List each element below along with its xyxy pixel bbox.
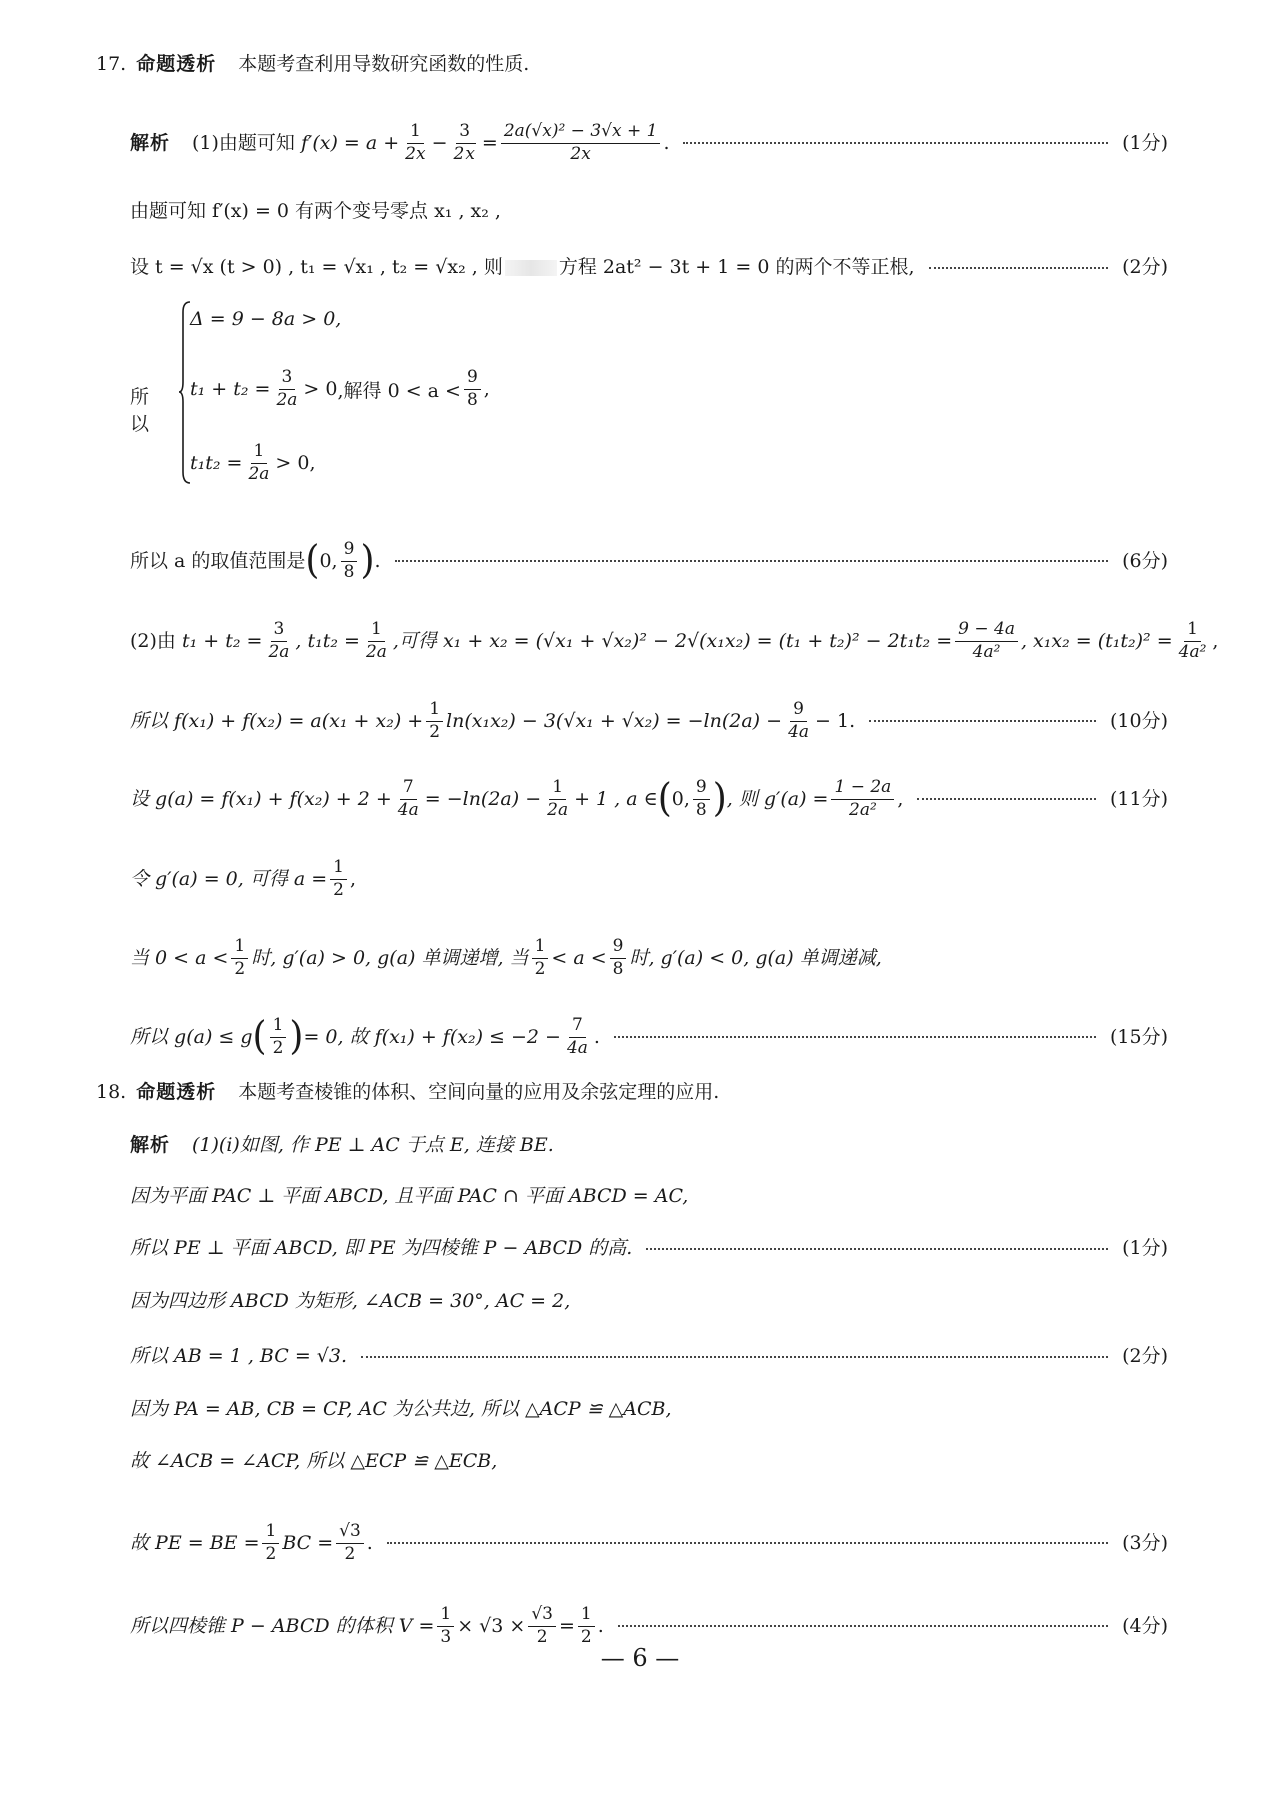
q17-l10-b: 时, g′(a) > 0, g(a) 单调递增, 当 <box>251 946 529 969</box>
q17-l1-formula: f′(x) = a + <box>294 131 400 154</box>
q18-line3 <box>130 1239 1168 1258</box>
q17-line5: 所以 a 的取值范围是 ( 0, $\frac{9}{8}$ ) . (6分) <box>130 537 1168 583</box>
q17-sys2-frac2: $\frac{9}{8}$ <box>464 368 481 410</box>
q18-intro: 本题考查棱锥的体积、空间向量的应用及余弦定理的应用. <box>238 1081 720 1103</box>
q17-analysis-label: 解析 <box>130 131 171 154</box>
q17-l7-prefix: 所以 f(x₁) + f(x₂) = a(x₁ + x₂) + <box>130 709 424 732</box>
q17-line3 <box>130 258 1168 277</box>
q17-line11: 所以 g(a) ≤ g ( $\frac{1}{2}$ ) = 0, 故 f(x₁) + f(x₂) ≤ −2 − $\frac{7}{4a}$ . (15分) <box>130 1013 1168 1059</box>
q17-line8: 设 g(a) = f(x₁) + f(x₂) + 2 + $\frac{7}{4a}$ = −ln(2a) − $\frac{1}{2a}$ + 1 , a ∈ ( 0, $\frac{9}{8}$ ) , 则 g′(a) = $\frac{1 - 2a}{\text{2a²}}$ , (11分) <box>130 775 1168 821</box>
q17-sys2-frac: $\frac{3}{2a}$ <box>276 367 298 410</box>
q17-label: 命题透析 <box>136 53 217 75</box>
q17-l1-frac2: $\frac{3}{2x}$ <box>453 121 475 164</box>
leader-dots <box>646 1248 1108 1250</box>
leader-dots <box>387 1542 1108 1544</box>
leader-dots <box>395 560 1109 562</box>
q17-sys3: t₁t₂ = $\frac{1}{2a}$ > 0, <box>190 441 316 484</box>
q18-line8: 故 PE = BE = $\frac{1}{2}$ BC = $\frac{√3}{2}$ . (3分) <box>130 1521 1168 1564</box>
q17-sys3-frac: $\frac{1}{2a}$ <box>248 441 270 484</box>
q17-l6-mid: ,可得 x₁ + x₂ = (√x₁ + √x₂)² − 2√(x₁x₂) = (t₁ + t₂)² − 2t₁t₂ = <box>392 629 953 652</box>
q18-l3-score: (1分) <box>1122 1237 1168 1259</box>
q18-l2-text: 因为平面 PAC ⊥ 平面 ABCD, 且平面 PAC ∩ 平面 ABCD = AC, <box>130 1185 689 1207</box>
q18-line9: 所以四棱锥 P − ABCD 的体积 V = $\frac{1}{3}$ × √3 × $\frac{√3}{2}$ = $\frac{1}{2}$ . (4分) <box>130 1604 1168 1647</box>
q17-l7-tail: − 1. <box>815 709 856 732</box>
q18-line1 <box>130 1136 1168 1155</box>
q18-l7-text: 故 ∠ACB = ∠ACP, 所以 △ECP ≌ △ECB, <box>130 1450 498 1472</box>
q17-header <box>96 55 1168 74</box>
q17-sys1-text: Δ = 9 − 8a > 0, <box>190 308 342 330</box>
q17-intro: 本题考查利用导数研究函数的性质. <box>238 53 530 75</box>
q17-l3-score: (2分) <box>1122 256 1168 278</box>
q18-line4 <box>130 1292 1168 1311</box>
q17-line6: (2)由 t₁ + t₂ = $\frac{3}{2a}$ , t₁t₂ = $\frac{1}{2a}$ ,可得 x₁ + x₂ = (√x₁ + √x₂)² − 2√(x₁x₂) = (t₁ + t₂)² − 2t₁t₂ = $\frac{9 - 4a}{\text{4a²}}$ , x₁x₂ = (t₁t₂)² = $\frac{1}{\text{4a²}}$ , <box>130 619 1219 662</box>
page-number: — 6 — <box>600 1644 680 1672</box>
leader-dots <box>869 720 1096 722</box>
q18-l8-score: (3分) <box>1122 1531 1168 1554</box>
q17-l9-prefix: 令 g′(a) = 0, 可得 a = <box>130 867 328 890</box>
q18-l9-prefix: 所以四棱锥 P − ABCD 的体积 V = <box>130 1614 435 1637</box>
q17-l5-prefix: 所以 a 的取值范围是 <box>130 549 306 572</box>
q18-header <box>96 1083 1168 1102</box>
q17-l7-mid: ln(x₁x₂) − 3(√x₁ + √x₂) = −ln(2a) − <box>446 709 783 732</box>
q17-sys1 <box>190 308 341 330</box>
q17-number: 17. <box>96 53 127 75</box>
leader-dots <box>361 1356 1108 1358</box>
q17-l6-prefix: (2)由 <box>130 629 176 652</box>
q17-so-label: 所以 <box>130 386 150 435</box>
q18-number: 18. <box>96 1081 127 1103</box>
q17-l1-frac1: $\frac{1}{2x}$ <box>405 121 426 164</box>
leader-dots <box>618 1625 1108 1627</box>
q17-l7-score: (10分) <box>1109 709 1168 732</box>
q17-l1-prefix: (1)由题可知 <box>192 131 295 154</box>
q17-line10: 当 0 < a < $\frac{1}{2}$ 时, g′(a) > 0, g(a) 单调递增, 当 $\frac{1}{2}$ < a < $\frac{9}{8}$ 时, g′(a) < 0, g(a) 单调递减, <box>130 936 882 979</box>
q18-l4-text: 因为四边形 ABCD 为矩形, ∠ACB = 30°, AC = 2, <box>130 1290 571 1312</box>
q17-sys3-tail: > 0, <box>275 452 316 475</box>
q17-l10-a: 当 0 < a < <box>130 946 229 969</box>
q18-l5-score: (2分) <box>1122 1345 1168 1367</box>
q17-l11-score: (15分) <box>1109 1025 1168 1048</box>
q18-line6 <box>130 1400 1168 1419</box>
q17-l6-mid2: , x₁x₂ = (t₁t₂)² = <box>1020 629 1173 652</box>
q17-line9: 令 g′(a) = 0, 可得 a = $\frac{1}{2}$ , <box>130 857 357 900</box>
q17-l3-text-a: 设 t = √x (t > 0) , t₁ = √x₁ , t₂ = √x₂ , 则 <box>130 256 503 278</box>
q18-line5 <box>130 1347 1168 1366</box>
q17-l1-score: (1分) <box>1122 131 1168 154</box>
q17-l11-mid: = 0, 故 f(x₁) + f(x₂) ≤ −2 − <box>303 1025 561 1048</box>
q17-l10-c: < a < <box>551 946 607 969</box>
q17-sys2: t₁ + t₂ = $\frac{3}{2a}$ > 0 ,解得 0 < a < $\frac{9}{8}$ , <box>190 367 490 410</box>
q17-line7: 所以 f(x₁) + f(x₂) = a(x₁ + x₂) + $\frac{1}{2}$ ln(x₁x₂) − 3(√x₁ + √x₂) = −ln(2a) − $\frac{9}{4a}$ − 1. (10分) <box>130 699 1168 742</box>
q17-line1: 解析 (1)由题可知 f′(x) = a + $\frac{1}{2x}$ − $\frac{3}{2x}$ = $\frac{\text{2a(√x)² − 3√x + 1}}{2x}$ . (1分) <box>130 121 1168 164</box>
q17-l8-mid3: , 则 g′(a) = <box>726 787 829 810</box>
q17-l10-d: 时, g′(a) < 0, g(a) 单调递减, <box>629 946 882 969</box>
q18-line7 <box>130 1452 1168 1471</box>
q18-l9-score: (4分) <box>1122 1614 1168 1637</box>
q17-line2 <box>130 202 1168 221</box>
leader-dots <box>929 267 1109 269</box>
leader-dots <box>917 798 1096 800</box>
q17-sys2-tail: ,解得 0 < a < <box>337 379 461 402</box>
blurred-region <box>505 260 557 276</box>
q18-line2 <box>130 1187 1168 1206</box>
q18-l8-mid: BC = <box>282 1531 334 1554</box>
q17-l8-prefix: 设 g(a) = f(x₁) + f(x₂) + 2 + <box>130 787 392 810</box>
q17-l8-mid: = −ln(2a) − <box>424 787 542 810</box>
q17-l11-prefix: 所以 g(a) ≤ g <box>130 1025 253 1048</box>
leader-dots <box>683 142 1108 144</box>
q17-l8-mid2: + 1 , a ∈ <box>574 787 658 810</box>
q17-l8-score: (11分) <box>1109 787 1168 810</box>
q17-l1-frac3: $\frac{\text{2a(√x)² − 3√x + 1}}{2x}$ <box>501 122 661 164</box>
q18-label: 命题透析 <box>136 1081 217 1103</box>
q17-l5-score: (6分) <box>1122 549 1168 572</box>
q18-l1-text: (1)(ⅰ)如图, 作 PE ⊥ AC 于点 E, 连接 BE. <box>192 1134 554 1156</box>
q17-l2-text: 由题可知 f′(x) = 0 有两个变号零点 x₁ , x₂ , <box>130 200 501 222</box>
q18-l8-prefix: 故 PE = BE = <box>130 1531 260 1554</box>
leader-dots <box>614 1036 1096 1038</box>
q18-l5-text: 所以 AB = 1 , BC = √3. <box>130 1345 348 1367</box>
q18-l3-text: 所以 PE ⊥ 平面 ABCD, 即 PE 为四棱锥 P − ABCD 的高. <box>130 1237 633 1259</box>
q18-l6-text: 因为 PA = AB, CB = CP, AC 为公共边, 所以 △ACP ≌ △ACB, <box>130 1398 672 1420</box>
q17-l3-text-b: 方程 2at² − 3t + 1 = 0 的两个不等正根, <box>558 256 915 278</box>
q18-analysis-label: 解析 <box>130 1134 171 1156</box>
